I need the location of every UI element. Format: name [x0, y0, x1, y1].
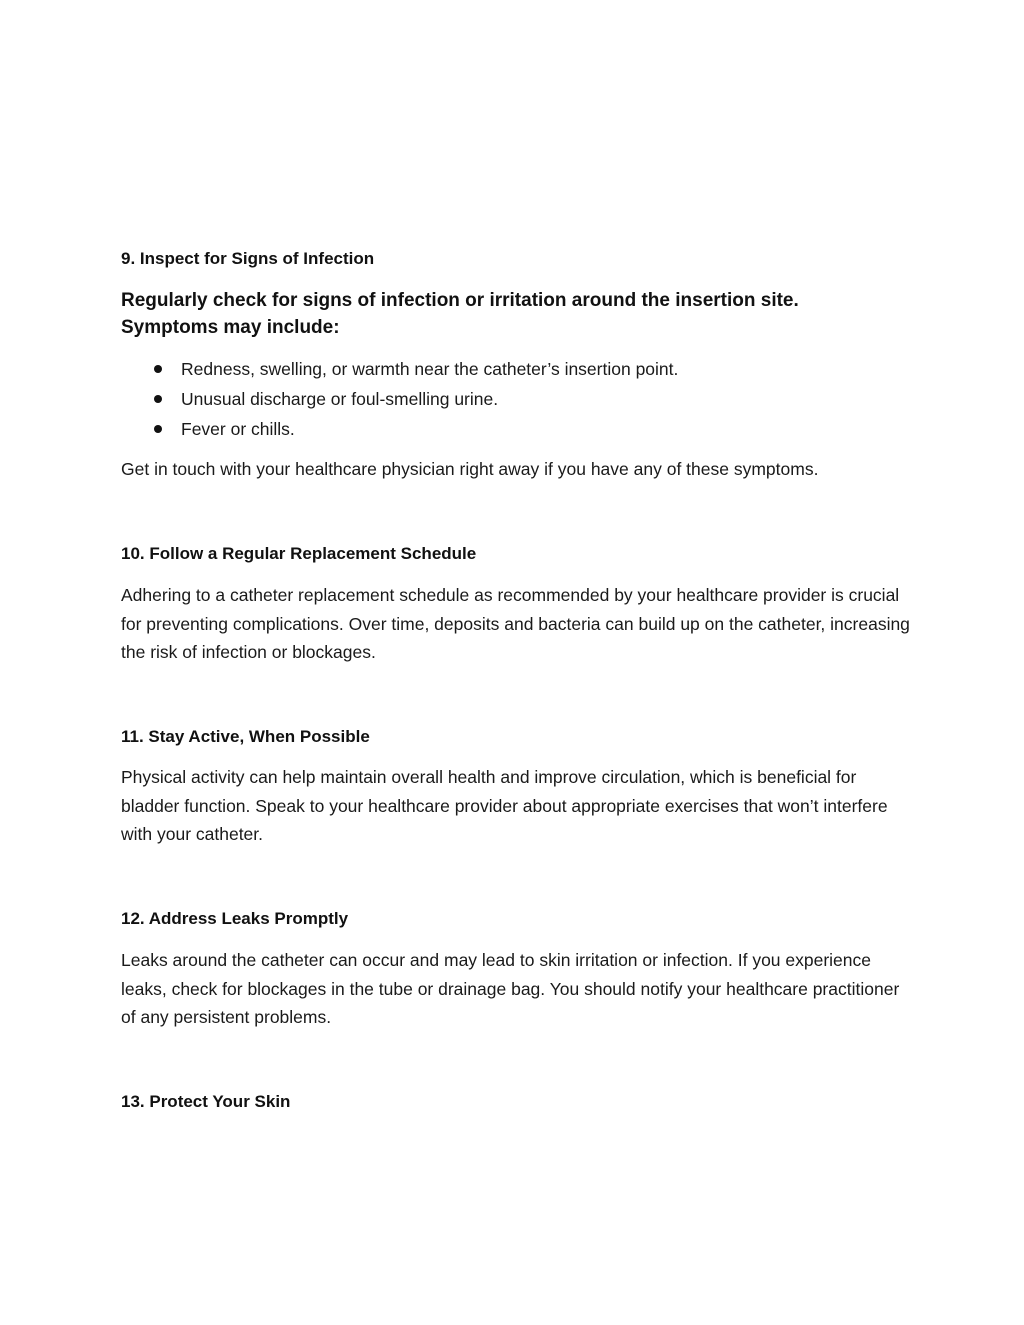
body-paragraph: Physical activity can help maintain overall health and improve circulation, which is beneficial for bladder function. Speak to your healthcare provider about appropriate exercises that won’t interfere with your catheter.	[121, 767, 888, 844]
section-9-body	[121, 455, 911, 484]
lead-paragraph: Regularly check for signs of infection or irritation around the insertion site. Symptoms may include:	[121, 290, 799, 338]
section-10	[121, 543, 911, 565]
section-10-body	[121, 581, 911, 667]
section-13	[121, 1091, 911, 1113]
section-heading: 11. Stay Active, When Possible	[121, 727, 370, 746]
section-heading: 12. Address Leaks Promptly	[121, 909, 349, 928]
list-item-text: Fever or chills.	[181, 419, 295, 439]
list-item-text: Unusual discharge or foul-smelling urine.	[181, 389, 499, 409]
bullet-icon	[154, 425, 162, 433]
body-paragraph: Adhering to a catheter replacement schedule as recommended by your healthcare provider is crucial for preventing complications. Over time, deposits and bacteria can build up on the catheter, increasing the risk of infection or blockages.	[121, 585, 910, 662]
section-heading: 13. Protect Your Skin	[121, 1092, 291, 1111]
section-12-body	[121, 946, 911, 1032]
list-item	[121, 414, 911, 444]
body-paragraph: Leaks around the catheter can occur and may lead to skin irritation or infection. If you experience leaks, check for blockages in the tube or drainage bag. You should notify your healthcare practitioner of any persistent problems.	[121, 950, 900, 1027]
symptoms-list	[121, 354, 911, 444]
bullet-icon	[154, 365, 162, 373]
section-11	[121, 726, 911, 748]
section-heading: 10. Follow a Regular Replacement Schedule	[121, 544, 477, 563]
section-9-lead	[121, 287, 861, 341]
section-12	[121, 908, 911, 930]
body-paragraph: Get in touch with your healthcare physician right away if you have any of these symptoms.	[121, 459, 819, 479]
section-11-body	[121, 763, 911, 849]
list-item-text: Redness, swelling, or warmth near the catheter’s insertion point.	[181, 359, 679, 379]
bullet-icon	[154, 395, 162, 403]
list-item	[121, 384, 911, 414]
list-item	[121, 354, 911, 384]
section-9	[121, 248, 911, 270]
section-heading: 9. Inspect for Signs of Infection	[121, 249, 375, 268]
